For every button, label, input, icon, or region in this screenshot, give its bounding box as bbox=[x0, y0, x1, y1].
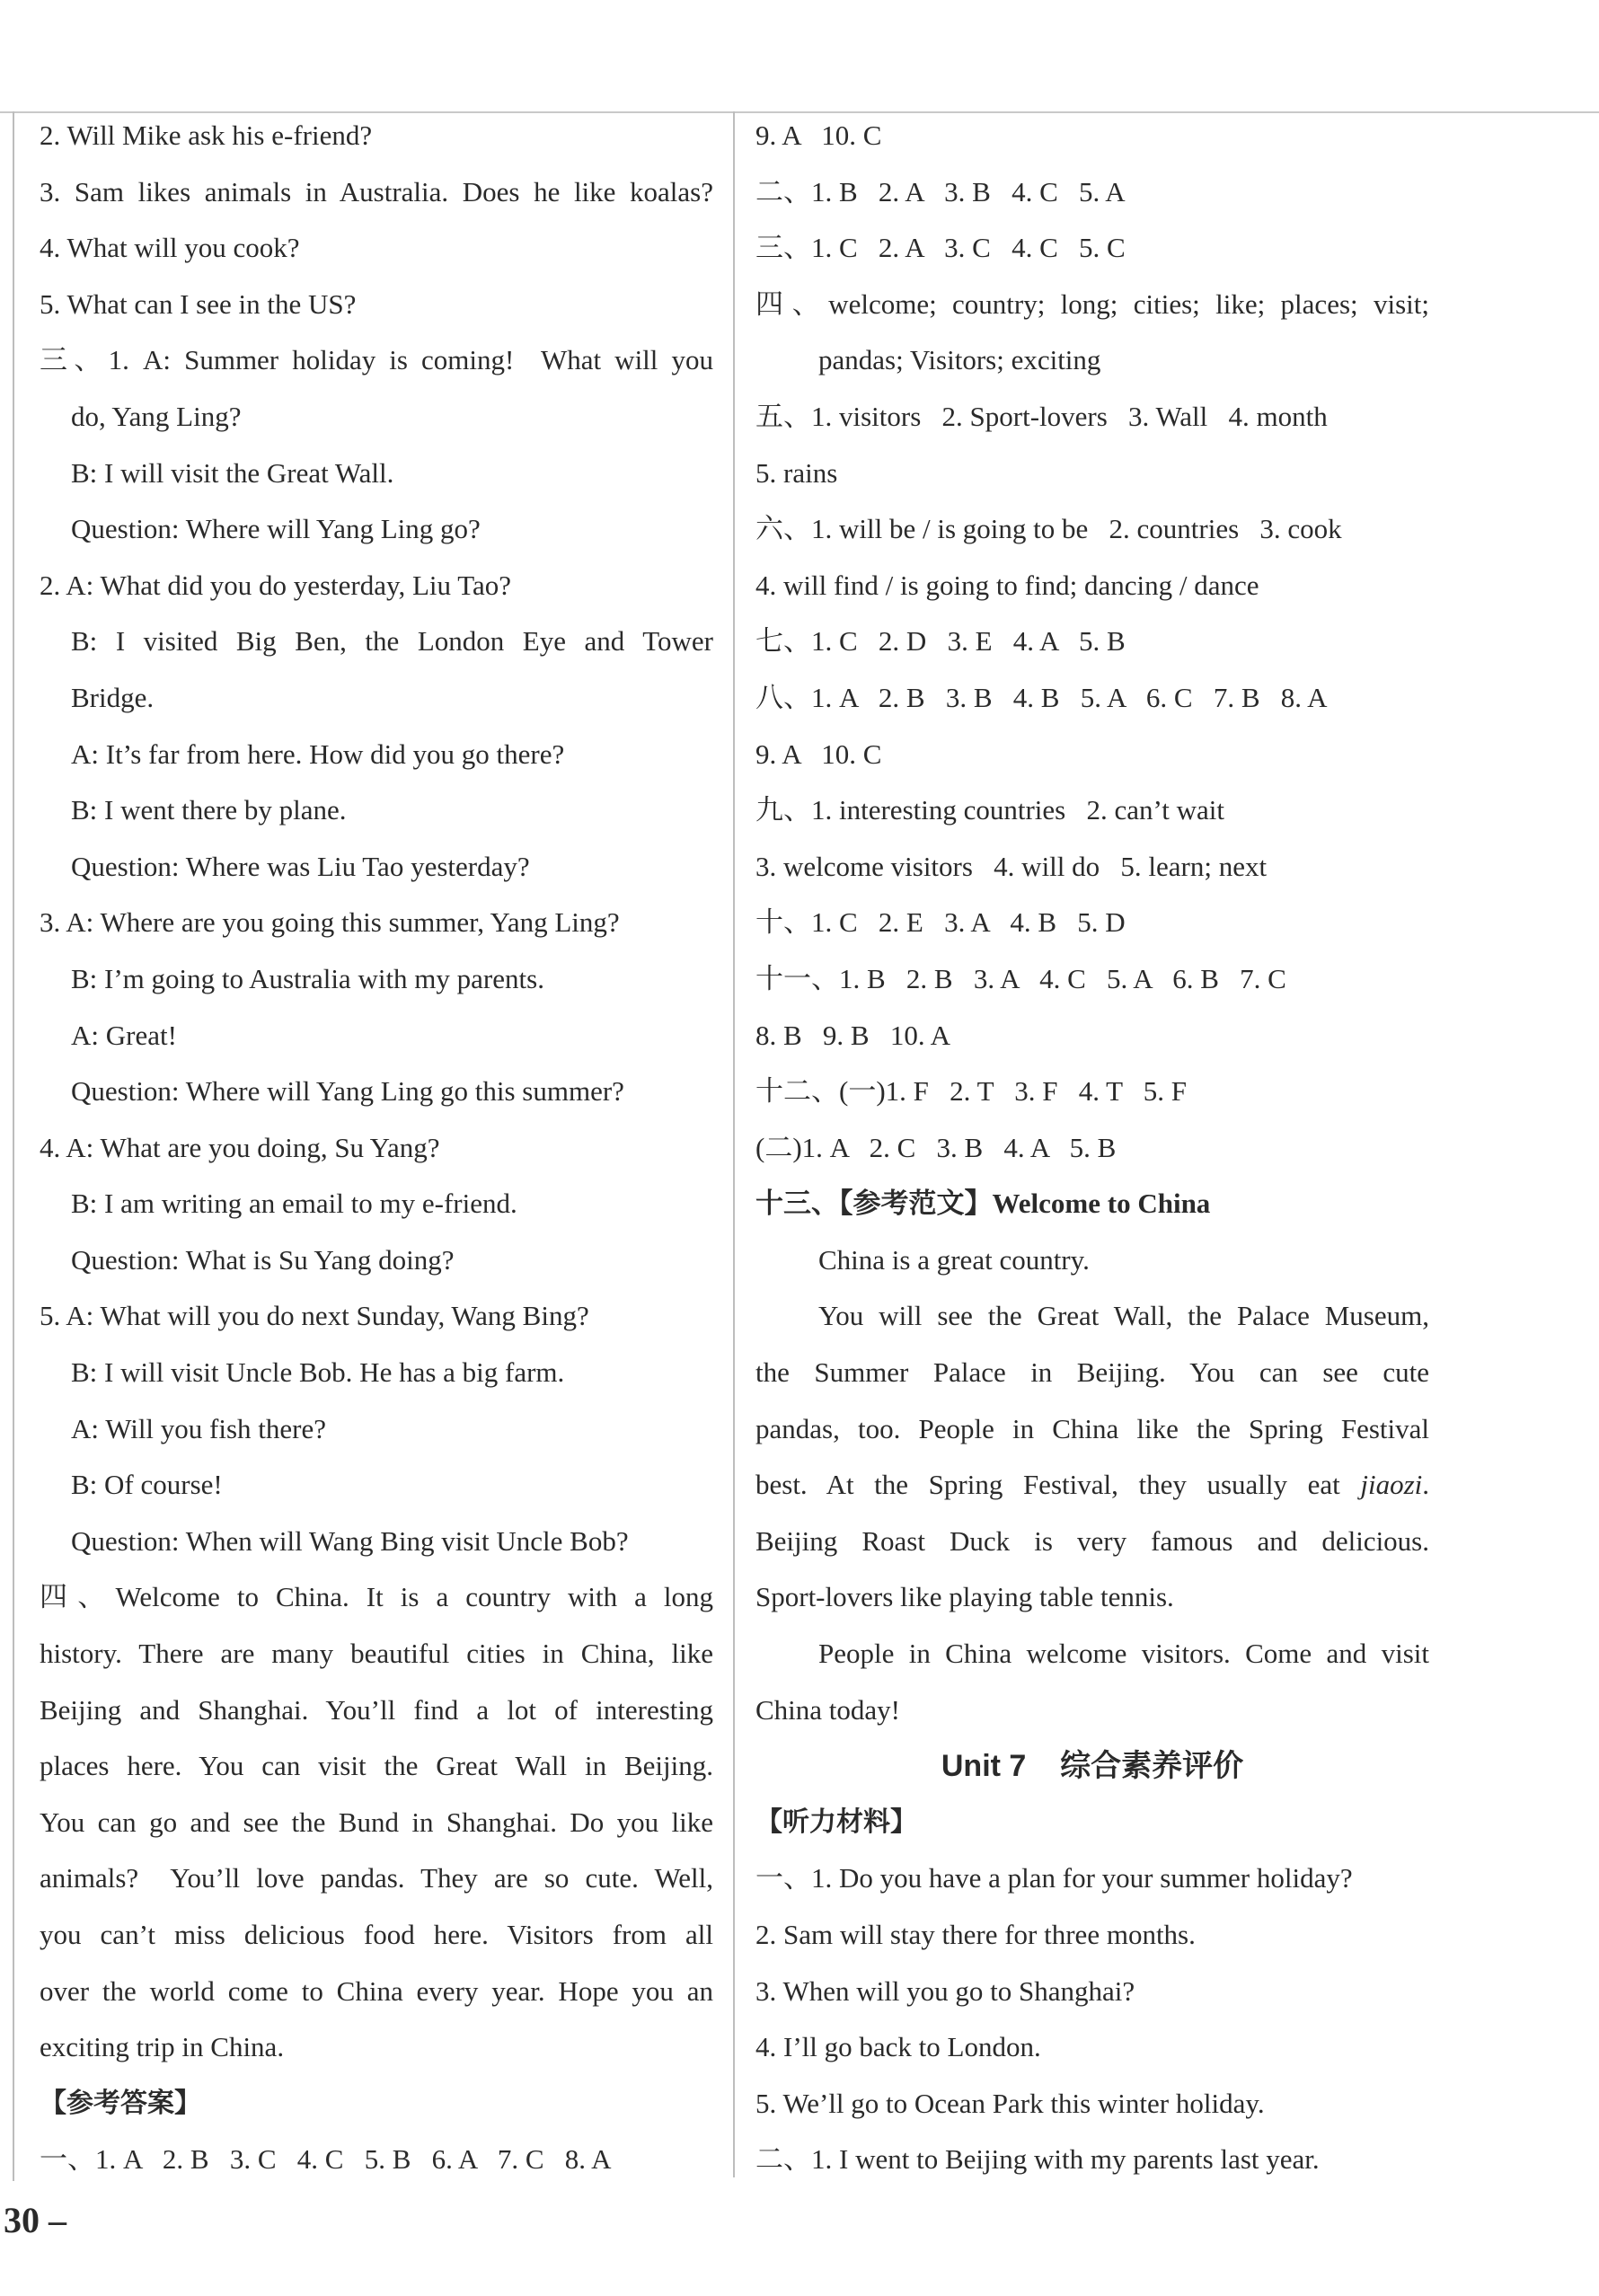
right-column-line: 9. A 10. C bbox=[755, 737, 882, 770]
left-column-line: places here. You can visit the Great Wall in Beijing. bbox=[40, 1750, 713, 1782]
right-column-line: 七、1. C 2. D 3. E 4. A 5. B bbox=[755, 625, 1126, 658]
right-column-line: the Summer Palace in Beijing. You can see cute bbox=[755, 1356, 1429, 1389]
left-margin-rule bbox=[13, 111, 14, 2181]
left-column-line: 5. A: What will you do next Sunday, Wang Bing? bbox=[40, 1300, 589, 1332]
left-column-line: A: Will you fish there? bbox=[71, 1412, 327, 1444]
right-column-line: 四、welcome; country; long; cities; like; places; visit; bbox=[755, 287, 1429, 320]
right-column-line: China today! bbox=[755, 1693, 900, 1726]
left-column bbox=[40, 108, 713, 2188]
right-column bbox=[755, 108, 1429, 2188]
right-column-line: 3. When will you go to Shanghai? bbox=[755, 1974, 1135, 2007]
right-column-line: You will see the Great Wall, the Palace Museum, bbox=[818, 1300, 1429, 1332]
left-column-line: Question: When will Wang Bing visit Uncle Bob? bbox=[71, 1524, 629, 1557]
right-column-line: 五、1. visitors 2. Sport-lovers 3. Wall 4. month bbox=[755, 400, 1328, 432]
right-column-line: 5. We’ll go to Ocean Park this winter holiday. bbox=[755, 2087, 1265, 2119]
left-column-line: Question: What is Su Yang doing? bbox=[71, 1243, 455, 1276]
left-column-line: B: I am writing an email to my e-friend. bbox=[71, 1188, 517, 1220]
right-column-line: 2. Sam will stay there for three months. bbox=[755, 1919, 1196, 1950]
right-column-line: 十、1. C 2. E 3. A 4. B 5. D bbox=[755, 906, 1126, 939]
right-column-line: 十三、【参考范文】Welcome to China bbox=[755, 1188, 1211, 1220]
right-column-line: best. At the Spring Festival, they usually eat jiaozi. bbox=[755, 1469, 1429, 1501]
right-column-line: 4. will find / is going to find; dancing / dance bbox=[755, 569, 1259, 601]
left-column-line: 2. A: What did you do yesterday, Liu Tao? bbox=[40, 569, 512, 601]
left-column-line: Bridge. bbox=[71, 681, 155, 713]
left-column-line: B: I’m going to Australia with my parents. bbox=[71, 962, 544, 994]
left-column-line: 一、1. A 2. B 3. C 4. C 5. B 6. A 7. C 8. A bbox=[40, 2143, 612, 2176]
right-column-line: Beijing Roast Duck is very famous and delicious. bbox=[755, 1524, 1429, 1557]
left-column-line: B: I visited Big Ben, the London Eye and Tower bbox=[71, 625, 713, 658]
left-column-line: do, Yang Ling? bbox=[71, 400, 242, 432]
left-column-line: 【参考答案】 bbox=[40, 2087, 201, 2119]
left-column-line: 四、Welcome to China. It is a country with a long bbox=[40, 1581, 713, 1613]
right-column-line: pandas; Visitors; exciting bbox=[818, 344, 1101, 376]
right-column-line: pandas, too. People in China like the Spring Festival bbox=[755, 1412, 1429, 1444]
right-column-line: People in China welcome visitors. Come and visit bbox=[818, 1638, 1429, 1670]
left-column-line: animals? You’ll love pandas. They are so cute. Well, bbox=[40, 1862, 713, 1894]
right-column-line: 十二、(一)1. F 2. T 3. F 4. T 5. F bbox=[755, 1075, 1188, 1108]
left-column-line: 3. A: Where are you going this summer, Yang Ling? bbox=[40, 906, 620, 939]
right-column-line: Sport-lovers like playing table tennis. bbox=[755, 1581, 1174, 1613]
left-column-line: 三、1. A: Summer holiday is coming! What will you bbox=[40, 344, 713, 376]
left-column-line: 5. What can I see in the US? bbox=[40, 287, 357, 320]
left-column-line: Question: Where was Liu Tao yesterday? bbox=[71, 850, 530, 882]
right-column-line: Unit 7 综合素养评价 bbox=[941, 1749, 1244, 1784]
left-column-line: history. There are many beautiful cities in China, like bbox=[40, 1638, 713, 1670]
right-column-line: 8. B 9. B 10. A bbox=[755, 1019, 951, 1051]
left-column-line: A: It’s far from here. How did you go there? bbox=[71, 737, 565, 770]
italic-word: jiaozi bbox=[1360, 1469, 1423, 1501]
right-column-line: 一、1. Do you have a plan for your summer holiday? bbox=[755, 1862, 1353, 1894]
right-column-line: 三、1. C 2. A 3. C 4. C 5. C bbox=[755, 232, 1126, 264]
right-column-line: 4. I’ll go back to London. bbox=[755, 2031, 1041, 2063]
right-column-line: (二)1. A 2. C 3. B 4. A 5. B bbox=[755, 1131, 1117, 1163]
right-column-line: 八、1. A 2. B 3. B 4. B 5. A 6. C 7. B 8. A bbox=[755, 681, 1328, 713]
right-column-line: 六、1. will be / is going to be 2. countries 3. cook bbox=[755, 513, 1342, 545]
left-column-line: B: I went there by plane. bbox=[71, 794, 347, 826]
left-column-line: Question: Where will Yang Ling go this summer? bbox=[71, 1075, 624, 1108]
page-number: 30 – bbox=[4, 2200, 66, 2240]
left-column-line: exciting trip in China. bbox=[40, 2031, 285, 2063]
right-column-line: 【听力材料】 bbox=[755, 1806, 917, 1838]
left-column-line: 4. What will you cook? bbox=[40, 232, 300, 264]
column-divider bbox=[733, 111, 735, 2177]
right-column-line: 十一、1. B 2. B 3. A 4. C 5. A 6. B 7. C bbox=[755, 962, 1286, 994]
left-column-line: 3. Sam likes animals in Australia. Does he like koalas? bbox=[40, 175, 713, 208]
left-column-line: B: I will visit the Great Wall. bbox=[71, 456, 394, 489]
right-column-line: 二、1. I went to Beijing with my parents last year. bbox=[755, 2143, 1320, 2176]
right-column-line: China is a great country. bbox=[818, 1243, 1090, 1276]
left-column-line: over the world come to China every year. Hope you an bbox=[40, 1974, 713, 2007]
left-column-line: A: Great! bbox=[71, 1019, 177, 1051]
right-column-line: 3. welcome visitors 4. will do 5. learn; next bbox=[755, 850, 1268, 882]
left-column-line: B: Of course! bbox=[71, 1469, 223, 1501]
left-column-line: 2. Will Mike ask his e-friend? bbox=[40, 119, 373, 151]
left-column-line: Question: Where will Yang Ling go? bbox=[71, 513, 481, 545]
left-column-line: B: I will visit Uncle Bob. He has a big farm. bbox=[71, 1356, 565, 1389]
left-column-line: you can’t miss delicious food here. Visitors from all bbox=[40, 1919, 713, 1950]
right-column-line: 九、1. interesting countries 2. can’t wait bbox=[755, 794, 1225, 826]
left-column-line: You can go and see the Bund in Shanghai. Do you like bbox=[40, 1806, 713, 1838]
left-column-line: Beijing and Shanghai. You’ll find a lot of interesting bbox=[40, 1693, 713, 1726]
left-column-line: 4. A: What are you doing, Su Yang? bbox=[40, 1131, 440, 1163]
right-column-line: 二、1. B 2. A 3. B 4. C 5. A bbox=[755, 175, 1126, 208]
right-column-line: 5. rains bbox=[755, 456, 838, 489]
right-column-line: 9. A 10. C bbox=[755, 119, 882, 151]
